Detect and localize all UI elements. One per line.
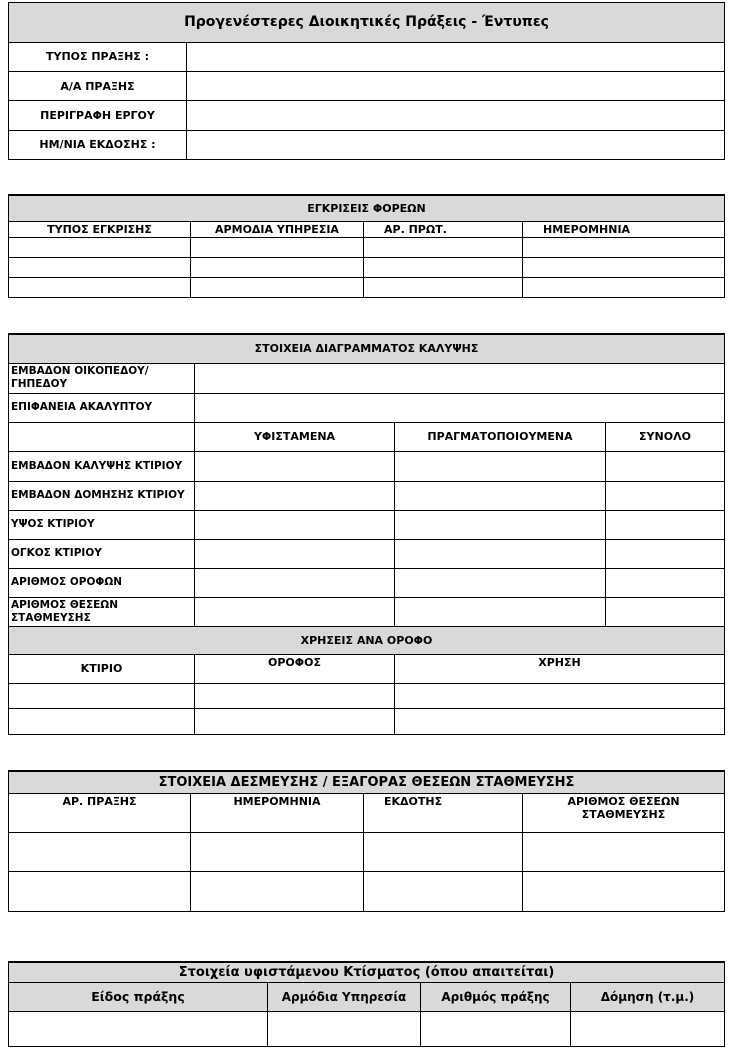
responsible-service-header: Αρμόδια Υπηρεσία	[268, 982, 421, 1011]
project-description-field[interactable]	[187, 101, 725, 130]
approval-type-header: ΤΥΠΟΣ ΕΓΚΡΙΣΗΣ	[9, 221, 191, 237]
building-area-label: ΕΜΒΑΔΟΝ ΔΟΜΗΣΗΣ ΚΤΙΡΙΟΥ	[9, 481, 195, 510]
building-column-header: ΚΤΙΡΙΟ	[9, 654, 195, 683]
existing-building-title: Στοιχεία υφιστάμενου Κτίσματος (όπου απαιτείται)	[9, 962, 725, 982]
issue-date-label: ΗΜ/ΝΙΑ ΕΚΔΟΣΗΣ :	[9, 130, 187, 159]
approval-protocol-header: ΑΡ. ΠΡΩΤ.	[364, 221, 523, 237]
coverage-area-label: ΕΜΒΑΔΟΝ ΚΑΛΥΨΗΣ ΚΤΙΡΙΟΥ	[9, 451, 195, 481]
uses-per-floor-title: ΧΡΗΣΕΙΣ ΑΝΑ ΟΡΟΦΟ	[9, 626, 725, 654]
in-progress-column-header: ΠΡΑΓΜΑΤΟΠΟΙΟΥΜΕΝΑ	[395, 422, 606, 451]
act-type-label: ΤΥΠΟΣ ΠΡΑΞΗΣ :	[9, 42, 187, 71]
approvals-table	[8, 194, 725, 298]
parking-title: ΣΤΟΙΧΕΙΑ ΔΕΣΜΕΥΣΗΣ / ΕΞΑΓΟΡΑΣ ΘΕΣΕΩΝ ΣΤΑΘΜΕΥΣΗΣ	[9, 771, 725, 793]
building-volume-label: ΟΓΚΟΣ ΚΤΙΡΙΟΥ	[9, 539, 195, 568]
act-number-label: Α/Α ΠΡΑΞΗΣ	[9, 71, 187, 100]
parking-table	[8, 770, 725, 912]
parking-spaces-header: ΑΡΙΘΜΟΣ ΘΕΣΕΩΝ ΣΤΑΘΜΕΥΣΗΣ	[523, 793, 725, 832]
approval-date-header: ΗΜΕΡΟΜΗΝΙΑ	[523, 221, 725, 237]
coverage-title: ΣΤΟΙΧΕΙΑ ΔΙΑΓΡΑΜΜΑΤΟΣ ΚΑΛΥΨΗΣ	[9, 334, 725, 363]
table-row	[9, 1011, 725, 1046]
table-row	[9, 237, 725, 257]
parking-spaces-label: ΑΡΙΘΜΟΣ ΘΕΣΕΩΝ ΣΤΑΘΜΕΥΣΗΣ	[9, 597, 195, 626]
building-sqm-header: Δόμηση (τ.μ.)	[571, 982, 725, 1011]
approvals-title: ΕΓΚΡΙΣΕΙΣ ΦΟΡΕΩΝ	[9, 195, 725, 221]
act-kind-header: Είδος πράξης	[9, 982, 268, 1011]
parking-act-number-header: ΑΡ. ΠΡΑΞΗΣ	[9, 793, 191, 832]
uncovered-area-label: ΕΠΙΦΑΝΕΙΑ ΑΚΑΛΥΠΤΟΥ	[9, 393, 195, 422]
act-type-field[interactable]	[187, 42, 725, 71]
approval-service-header: ΑΡΜΟΔΙΑ ΥΠΗΡΕΣΙΑ	[191, 221, 364, 237]
table-row	[9, 277, 725, 297]
issue-date-field[interactable]	[187, 130, 725, 159]
table-row	[9, 832, 725, 871]
existing-building-table	[8, 961, 725, 1047]
use-column-header: ΧΡΗΣΗ	[395, 654, 725, 683]
act-number-field[interactable]	[187, 71, 725, 100]
table-row	[9, 683, 725, 708]
parking-date-header: ΗΜΕΡΟΜΗΝΙΑ	[191, 793, 364, 832]
building-height-label: ΥΨΟΣ ΚΤΙΡΙΟΥ	[9, 510, 195, 539]
uncovered-area-field[interactable]	[195, 393, 725, 422]
act-details-table	[8, 2, 725, 160]
table-row	[9, 871, 725, 911]
parking-issuer-header: ΕΚΔΟΤΗΣ	[364, 793, 523, 832]
table-row	[9, 257, 725, 277]
project-description-label: ΠΕΡΙΓΡΑΦΗ ΕΡΓΟΥ	[9, 101, 187, 130]
total-column-header: ΣΥΝΟΛΟ	[606, 422, 725, 451]
form-title: Προγενέστερες Διοικητικές Πράξεις - Έντυπες	[9, 3, 725, 43]
plot-area-label: ΕΜΒΑΔΟΝ ΟΙΚΟΠΕΔΟΥ/ ΓΗΠΕΔΟΥ	[9, 363, 195, 393]
table-row	[9, 708, 725, 734]
existing-column-header: ΥΦΙΣΤΑΜΕΝΑ	[195, 422, 395, 451]
act-number-header: Αριθμός πράξης	[421, 982, 571, 1011]
floor-column-header: ΟΡΟΦΟΣ	[195, 654, 395, 683]
floors-count-label: ΑΡΙΘΜΟΣ ΟΡΟΦΩΝ	[9, 568, 195, 597]
coverage-table	[8, 333, 725, 735]
plot-area-field[interactable]	[195, 363, 725, 393]
